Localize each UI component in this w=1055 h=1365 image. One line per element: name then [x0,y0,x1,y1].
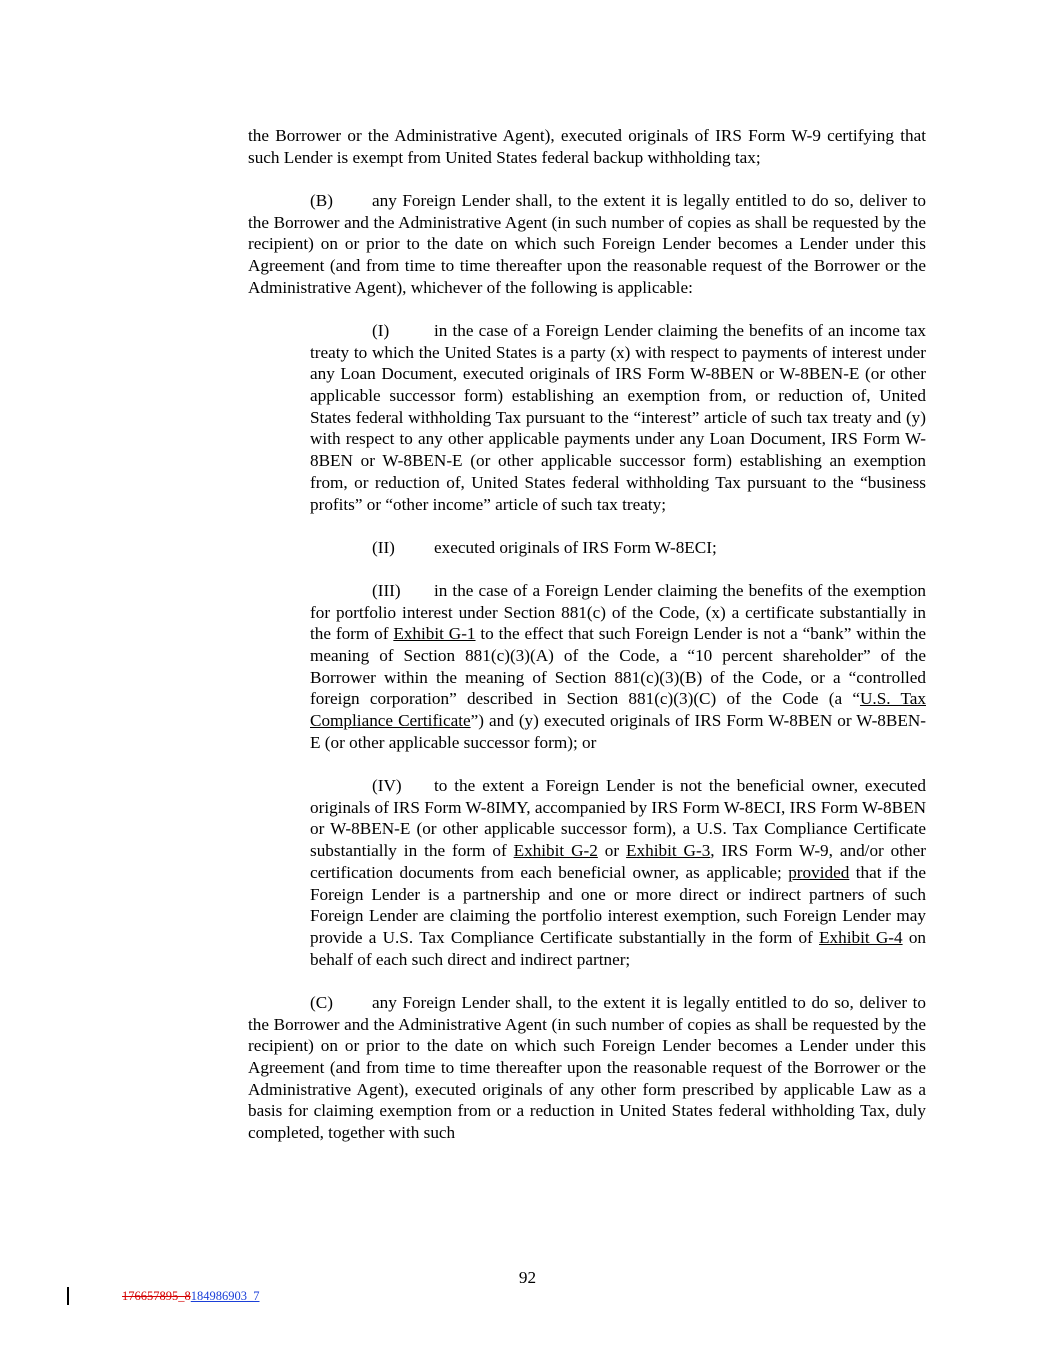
paragraph-iv-text-3: , IRS Form W-9, and/or other certification documents from each beneficial owner, as applicable; [310,841,926,882]
paragraph-iv-text-2: or [597,841,627,861]
document-id-deleted: 176657895_8 [122,1289,191,1303]
provided-term: provided [788,862,850,882]
paragraph-b [248,190,926,299]
paragraph-c-label: (C) [310,992,333,1012]
paragraph-iv-label: (IV) [372,776,402,796]
paragraph-iii-text-1: in the case of a Foreign Lender claiming the benefits of the exemption for portfolio interest under Section 881(c) of the Code, (x) a certificate substantially in the form of [310,580,926,644]
paragraph-ii-text: executed originals of IRS Form W-8ECI; [434,537,717,557]
paragraph-iv [310,775,926,970]
paragraph-c [248,992,926,1144]
paragraph-iv-text-4: that if the Foreign Lender is a partnership and one or more direct or indirect partners of such Foreign Lender are claiming the portfolio interest exemption, such Foreign Lender may provide a U.S. Tax Compliance Certificate substantially in the form of [310,862,927,947]
paragraph-i-text: in the case of a Foreign Lender claiming the benefits of an income tax treaty to which the United States is a party (x) with respect to payments of interest under any Loan Document, executed originals of IRS Form W-8BEN or W-8BEN-E (or other applicable successor form) establishing an exemption from, or reduction of, United States federal withholding Tax pursuant to the “interest” article of such tax treaty and (y) with respect to any other applicable payments under any Loan Document, IRS Form W-8BEN or W-8BEN-E (or other applicable successor form) establishing an exemption from, or reduction of, United States federal withholding Tax pursuant to the “business profits” or “other income” article of such tax treaty; [310,320,926,514]
us-tax-compliance-certificate-term: U.S. Tax Compliance Certificate [310,689,926,731]
paragraph-iii-label: (III) [372,580,401,600]
paragraph-ii [310,537,926,559]
document-id [122,1289,260,1303]
paragraph-b-text: any Foreign Lender shall, to the extent it is legally entitled to do so, deliver to the Borrower and the Administrative Agent (in such number of copies as shall be requested by the recipient) on or prior to the date on which such Foreign Lender becomes a Lender under this Agreement (and from time to time thereafter upon the reasonable request of the Borrower or the Administrative Agent), whichever of the following is applicable: [248,190,926,297]
page-number: 92 [518,1268,537,1287]
paragraph-b-label: (B) [310,190,333,210]
paragraph-iv-text-5: on behalf of each such direct and indirect partner; [310,928,927,969]
exhibit-g2-reference: Exhibit G-2 [513,841,598,861]
document-id-inserted: 184986903_7 [190,1289,260,1303]
paragraph-iii-text-3: ”) and (y) executed originals of IRS Form W-8BEN or W-8BEN-E (or other applicable successor form); or [310,711,926,752]
paragraph-i [310,320,926,515]
paragraph-intro [248,125,926,168]
exhibit-g4-reference: Exhibit G-4 [819,928,903,947]
paragraph-i-label: (I) [372,320,390,340]
exhibit-g3-reference: Exhibit G-3 [626,841,711,861]
paragraph-iv-text-1: to the extent a Foreign Lender is not the beneficial owner, executed originals of IRS Form W-8IMY, accompanied by IRS Form W-8ECI, IRS Form W-8BEN or W-8BEN-E (or other applicable successor form), a U.S. Tax Compliance Certificate substantially in the form of [310,776,926,861]
exhibit-g1-reference: Exhibit G-1 [393,624,476,644]
paragraph-iii-text-2: to the effect that such Foreign Lender is not a “bank” within the meaning of Section 881(c)(3)(A) of the Code, a “10 percent shareholder” of the Borrower within the meaning of Section 881(c)(3)(B) of the Code, or a “controlled foreign corporation” described in Section 881(c)(3)(C) of the Code (a “ [310,624,926,709]
paragraph-intro-text: the Borrower or the Administrative Agent), executed originals of IRS Form W-9 certifying that such Lender is exempt from United States federal backup withholding tax; [248,126,926,167]
revision-change-bar [67,1287,69,1305]
paragraph-ii-label: (II) [372,537,395,557]
document-body [248,125,926,1165]
paragraph-iii [310,580,926,754]
paragraph-c-text: any Foreign Lender shall, to the extent it is legally entitled to do so, deliver to the Borrower and the Administrative Agent (in such number of copies as shall be requested by the recipient) on or prior to the date on which such Foreign Lender becomes a Lender under this Agreement (and from time to time thereafter upon the reasonable request of the Borrower or the Administrative Agent), executed originals of any other form prescribed by applicable Law as a basis for claiming exemption from or a reduction in United States federal withholding Tax, duly completed, together with such [248,992,926,1143]
